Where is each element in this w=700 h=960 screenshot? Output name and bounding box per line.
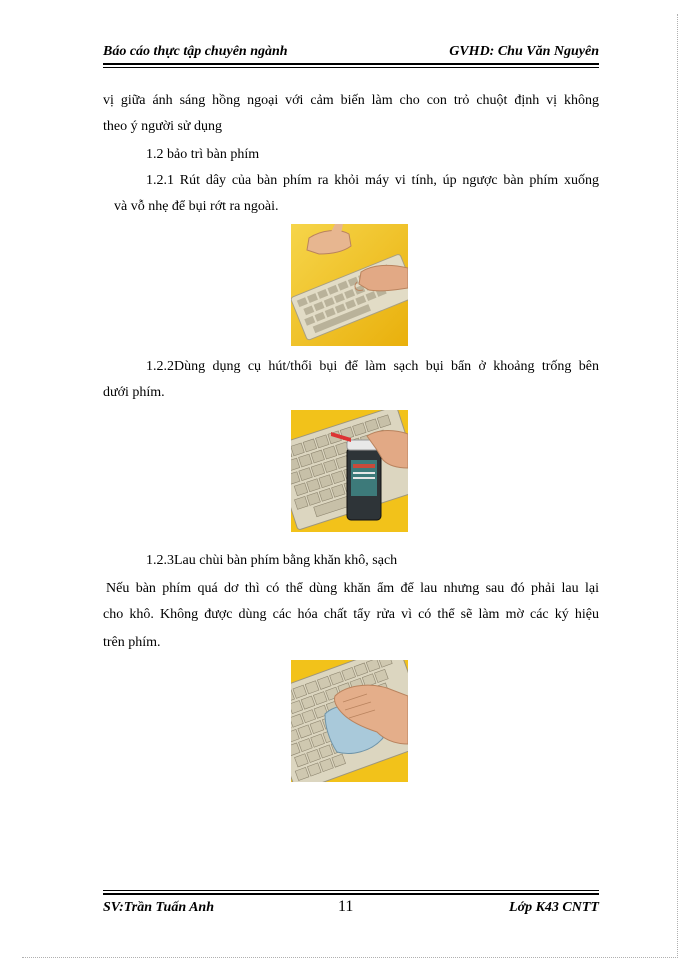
footer-rule [103,893,599,895]
air-duster-image [291,410,408,532]
footer-student-name: SV:Trần Tuấn Anh [103,900,215,915]
step-1-2-3: 1.2.3Lau chùi bàn phím bằng khăn khô, sạch [146,553,398,568]
step-1-2-2-line-1: 1.2.2Dùng dụng cụ hút/thổi bụi để làm sạch bụi bẩn ở khoảng trống bên [146,359,599,374]
paragraph-line-3: trên phím. [103,635,161,650]
header-supervisor: GVHD: Chu Văn Nguyên [449,44,599,59]
cloth-wipe-photo [291,660,408,782]
step-1-2-1-line-1: 1.2.1 Rút dây của bàn phím ra khỏi máy vi tính, úp ngược bàn phím xuống [146,173,599,188]
body-line-1: vị giữa ánh sáng hồng ngoại với cảm biến làm cho con trỏ chuột định vị không [103,93,599,108]
paragraph-line-1: Nếu bàn phím quá dơ thì có thể dùng khăn ẩm để lau nhưng sau đó phải lau lại [106,581,599,596]
page-header [103,42,599,64]
page-footer [103,898,599,920]
step-1-2-2-line-2: dưới phím. [103,385,165,400]
air-duster-photo [291,410,408,532]
header-rule [103,63,599,65]
paragraph-line-2: cho khô. Không được dùng các hóa chất tẩy rửa vì có thể sẽ làm mờ các ký hiệu [103,607,599,622]
header-report-title: Báo cáo thực tập chuyên ngành [103,44,288,59]
header-rule-thin [103,67,599,68]
step-1-2-1-line-2: và vỗ nhẹ để bụi rớt ra ngoài. [114,199,279,214]
footer-rule-thin [103,890,599,891]
cloth-wipe-image [291,660,408,782]
footer-class: Lớp K43 CNTT [509,900,599,915]
body-line-2: theo ý người sử dụng [103,119,223,134]
page-number: 11 [338,898,354,915]
keyboard-shake-image [291,224,408,346]
keyboard-shake-photo [291,224,408,346]
section-heading-1-2: 1.2 bảo trì bàn phím [146,147,260,162]
